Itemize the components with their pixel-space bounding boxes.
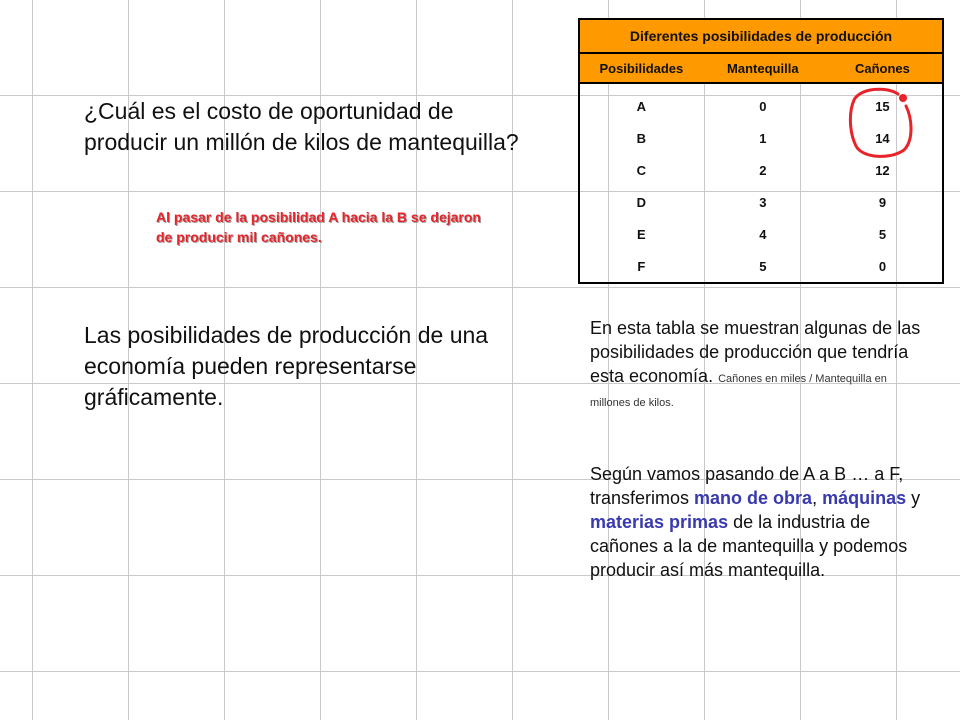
row-label: E	[579, 218, 703, 250]
row-label: C	[579, 154, 703, 186]
graph-statement: Las posibilidades de producción de una economía pueden representarse gráficamente.	[84, 322, 489, 410]
transfer-text-start: Según vamos pasando de A a B … a F, transferimos	[590, 464, 904, 508]
separator: y	[906, 488, 921, 508]
mantequilla-value: 0	[759, 98, 767, 114]
canones-value: 5	[823, 218, 943, 250]
table-row	[579, 218, 943, 250]
keyword-maquinas: máquinas	[822, 488, 907, 508]
keyword-materias-primas: materias primas	[590, 512, 729, 532]
column-header-mantequilla: Mantequilla	[703, 53, 823, 83]
separator: ,	[812, 488, 823, 508]
mantequilla-value: 5	[703, 250, 823, 283]
answer-text: Al pasar de la posibilidad A hacia la B se dejaron de producir mil cañones.	[156, 209, 481, 245]
transfer-text-end: de la industria de cañones a la de mantequilla y podemos producir así más mantequilla.	[590, 512, 908, 580]
column-header-canones: Cañones	[823, 53, 943, 83]
table-row	[579, 250, 943, 283]
row-label: B	[579, 122, 703, 154]
row-label: A	[579, 83, 703, 122]
table-row	[579, 186, 943, 218]
mantequilla-value: 3	[759, 194, 767, 210]
canones-value: 14	[823, 122, 943, 154]
transfer-paragraph	[590, 462, 930, 582]
hand-drawn-circle-annotation	[846, 84, 916, 164]
mantequilla-value: 4	[759, 226, 767, 242]
units-note: Cañones en miles / Mantequilla en millones de kilos.	[590, 373, 887, 409]
description-main: En esta tabla se muestran algunas de las posibilidades de producción que tendría esta economía.	[590, 318, 921, 386]
table-description	[590, 316, 930, 412]
canones-value: 15	[823, 83, 943, 122]
row-label: F	[579, 250, 703, 283]
row-label: D	[579, 186, 703, 218]
table-title: Diferentes posibilidades de producción	[579, 19, 943, 53]
column-header-posibilidades: Posibilidades	[579, 53, 703, 83]
canones-value: 9	[823, 186, 943, 218]
keyword-mano-de-obra: mano de obra	[694, 488, 813, 508]
canones-value: 0	[823, 250, 943, 283]
question-text: ¿Cuál es el costo de oportunidad de producir un millón de kilos de mantequilla?	[84, 98, 519, 155]
mantequilla-value: 2	[759, 162, 767, 178]
canones-value: 12	[823, 154, 943, 186]
mantequilla-value: 1	[759, 130, 767, 146]
